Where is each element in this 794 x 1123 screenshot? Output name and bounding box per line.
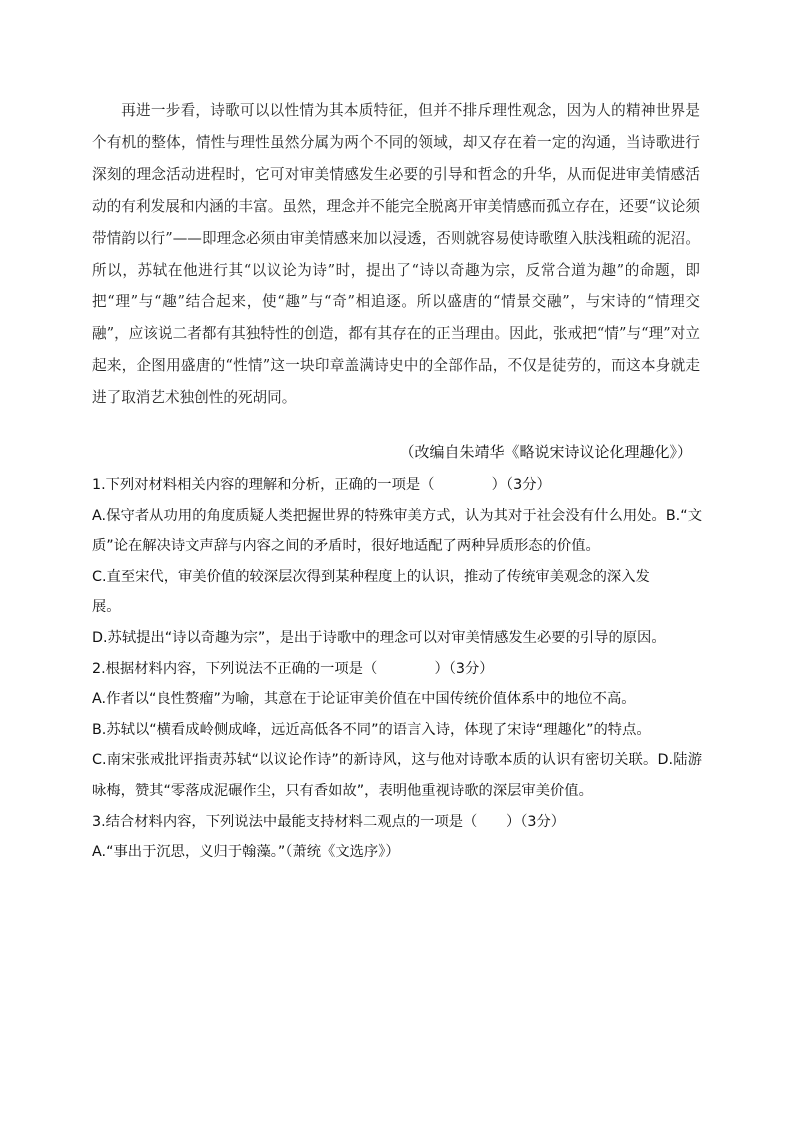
question-1-stem: 1.下列对材料相关内容的理解和分析，正确的一项是（ ）（3分） [92,477,551,493]
question-list [92,470,702,868]
question-1-options-ab: A.保守者从功用的角度质疑人类把握世界的特殊审美方式，认为其对于社会没有什么用处。B.“文质”论在解决诗文声辞与内容之间的矛盾时，很好地适配了两种异质形态的价值。 [92,507,702,555]
question-3-option-a: A.“事出于沉思，义归于翰藻。”（萧统《文选序》） [92,844,400,861]
question-2-option-a: A.作者以“良性赘瘤”为喻，其意在于论证审美价值在中国传统价值体系中的地位不高。 [92,691,636,708]
question-2-stem: 2.根据材料内容，下列说法不正确的一项是（ ）（3分） [92,660,494,677]
question-3-stem: 3.结合材料内容，下列说法中最能支持材料二观点的一项是（ ）（3分） [92,813,566,830]
question-1-option-d: D.苏轼提出“诗以奇趣为宗”，是出于诗歌中的理念可以对审美情感发生必要的引导的原因。 [92,629,666,646]
passage-paragraph: 再进一步看，诗歌可以以性情为其本质特征，但并不排斥理性观念，因为人的精神世界是个有机的整体，情性与理性虽然分属为两个不同的领域，却又存在着一定的沟通，当诗歌进行深刻的理念活动进程时，它可对审美情感发生必要的引导和哲念的升华，从而促进审美情感活动的有利发展和内涵的丰富。虽然，理念并不能完全脱离开审美情感而孤立存在，还要“议论须带情韵以行”——即理念必须由审美情感来加以浸透，否则就容易使诗歌堕入肤浅粗疏的泥沼。所以，苏轼在他进行其“以议论为诗”时，提出了“诗以奇趣为宗，反常合道为趣”的命题，即把“理”与“趣”结合起来，使“趣”与“奇”相追逐。所以盛唐的“情景交融”，与宋诗的“情理交融”，应该说二者都有其独特性的创造，都有其存在的正当理由。因此，张戒把“情”与“理”对立起来，企图用盛唐的“性情”这一块印章盖满诗史中的全部作品，不仅是徒劳的，而这本身就走进了取消艺术独创性的死胡同。 [92,102,700,407]
question-2-option-b: B.苏轼以“横看成岭侧成峰，远近高低各不同”的语言入诗，体现了宋诗“理趣化”的特点。 [92,721,651,738]
passage-source: （改编自朱靖华《略说宋诗议论化理趣化》） [399,443,692,461]
question-1-option-c: C.直至宋代，审美价值的较深层次得到某种程度上的认识，推动了传统审美观念的深入发 [92,568,650,585]
question-2-options-cd: C.南宋张戒批评指责苏轼“以议论作诗”的新诗风，这与他对诗歌本质的认识有密切关联。D.陆游咏梅，赞其“零落成泥碾作尘，只有香如故”，表明他重视诗歌的深层审美价值。 [92,752,702,799]
question-1-option-c-cont: 展。 [92,599,121,616]
